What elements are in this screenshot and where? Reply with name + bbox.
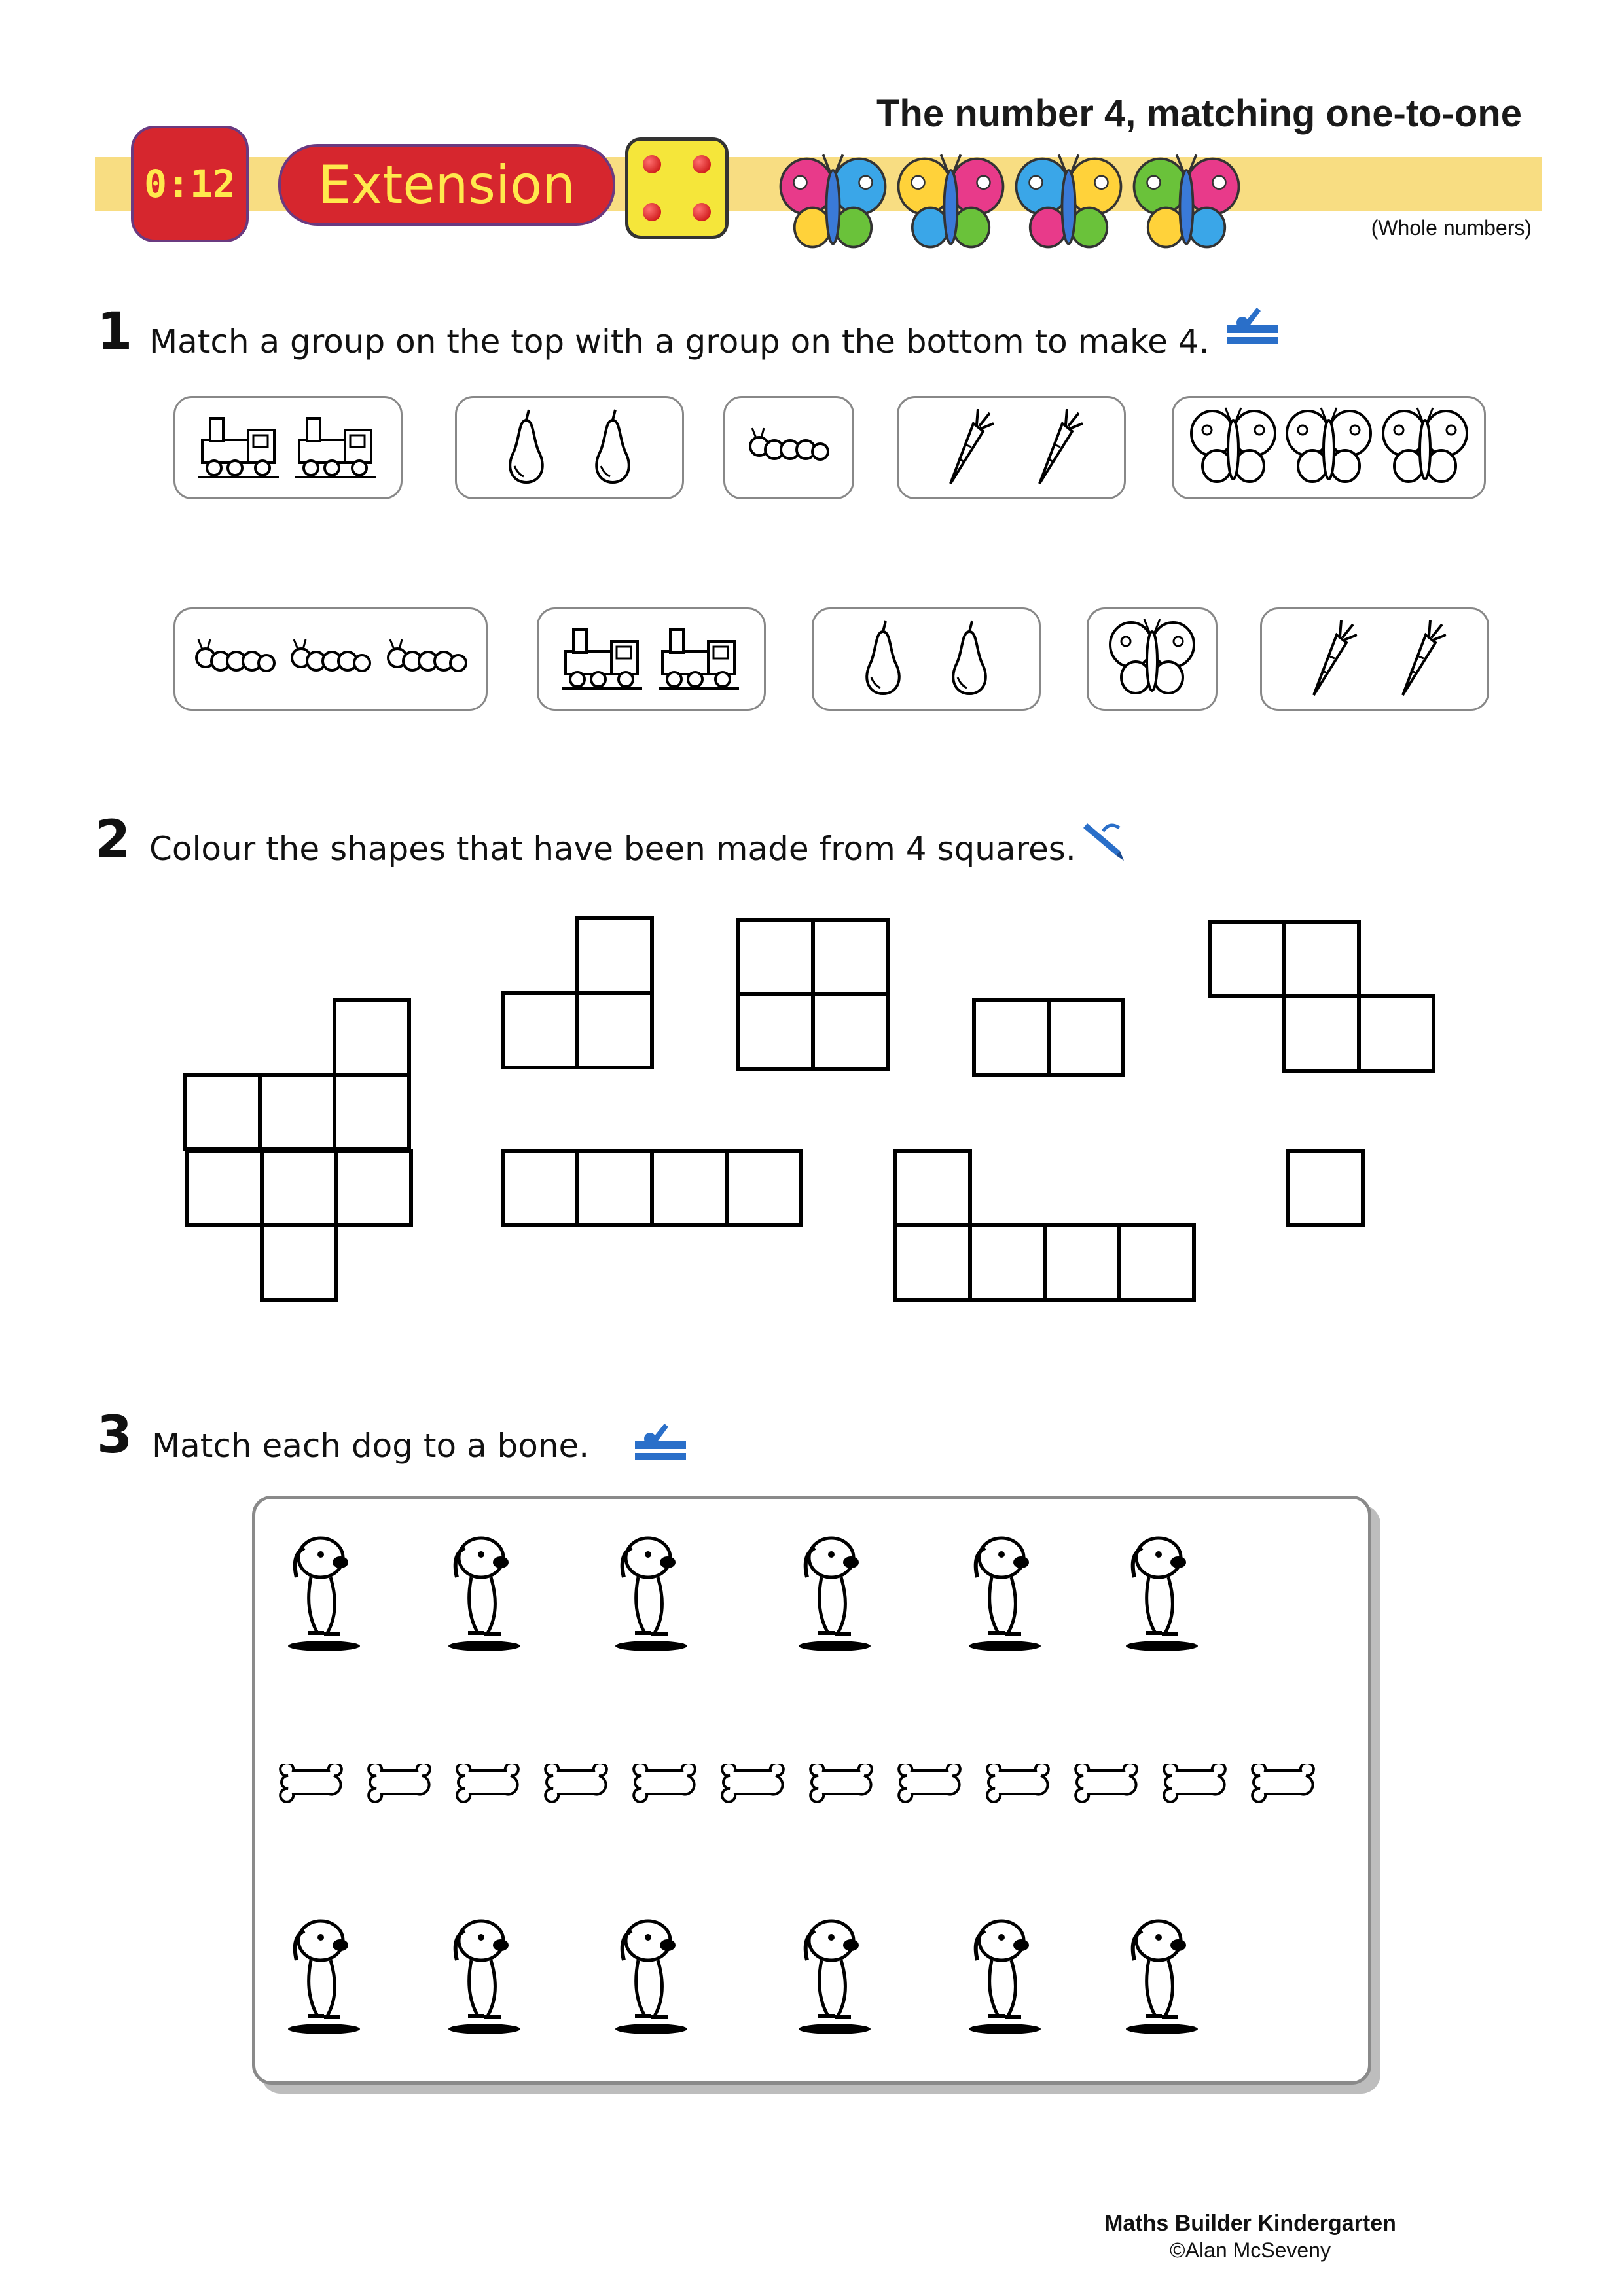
die-four-icon xyxy=(625,137,729,239)
page-title: The number 4, matching one-to-one xyxy=(876,92,1522,135)
bone-icon[interactable] xyxy=(982,1764,1054,1803)
code-badge: 0:12 xyxy=(131,126,249,242)
question-1-number: 1 xyxy=(97,302,133,361)
copyright: ©Alan McSeveny xyxy=(1170,2238,1331,2262)
shape-square xyxy=(736,992,815,1071)
shape-square xyxy=(972,998,1051,1077)
train-icon xyxy=(560,622,645,696)
shape-square xyxy=(333,998,411,1077)
question-2-number: 2 xyxy=(95,810,131,869)
dog-icon[interactable] xyxy=(785,1522,884,1653)
train-icon xyxy=(657,622,742,696)
shape-square xyxy=(1282,920,1361,998)
shape-square xyxy=(1117,1223,1196,1302)
caterpillar-icon xyxy=(381,632,473,687)
bone-icon[interactable] xyxy=(452,1764,524,1803)
caterpillar-icon xyxy=(743,420,835,475)
top-group-butterfly[interactable] xyxy=(1172,396,1486,499)
shape-square xyxy=(1043,1223,1121,1302)
crayon-icon xyxy=(1077,815,1129,870)
bone-icon[interactable] xyxy=(1070,1764,1142,1803)
train-icon xyxy=(197,410,282,485)
dog-icon[interactable] xyxy=(602,1522,700,1653)
question-3-number: 3 xyxy=(97,1406,133,1465)
butterfly-icon xyxy=(1379,404,1471,492)
shape-square xyxy=(258,1073,336,1151)
shape-square xyxy=(968,1223,1047,1302)
shape-square xyxy=(334,1149,413,1227)
question-1-text: Match a group on the top with a group on the bottom to make 4. xyxy=(149,323,1210,361)
bottom-group-caterpillar[interactable] xyxy=(173,607,488,711)
pear-icon xyxy=(857,619,909,700)
shape-square xyxy=(811,918,890,996)
pencil-ruler-icon xyxy=(1224,304,1283,353)
butterflies-icon xyxy=(776,147,1234,259)
shape-square xyxy=(183,1073,262,1151)
dog-icon[interactable] xyxy=(275,1522,373,1653)
carrot-icon xyxy=(937,404,996,492)
butterfly-icon xyxy=(1011,147,1126,261)
bone-icon[interactable] xyxy=(893,1764,965,1803)
shape-square xyxy=(185,1149,264,1227)
dog-icon[interactable] xyxy=(435,1522,533,1653)
shape-square xyxy=(333,1073,411,1151)
book-title: Maths Builder Kindergarten xyxy=(1104,2211,1396,2236)
dog-icon[interactable] xyxy=(435,1905,533,2036)
dog-icon[interactable] xyxy=(956,1522,1054,1653)
dog-icon[interactable] xyxy=(956,1905,1054,2036)
butterfly-icon xyxy=(1129,147,1244,261)
bottom-group-butterfly[interactable] xyxy=(1087,607,1218,711)
bone-icon[interactable] xyxy=(628,1764,700,1803)
top-group-pear[interactable] xyxy=(455,396,684,499)
shape-square xyxy=(736,918,815,996)
caterpillar-icon xyxy=(285,632,376,687)
pear-icon xyxy=(586,407,639,488)
caterpillar-icon xyxy=(189,632,281,687)
dog-bone-panel xyxy=(252,1496,1371,2085)
butterfly-icon xyxy=(893,147,1008,261)
pear-icon xyxy=(500,407,552,488)
dog-icon[interactable] xyxy=(602,1905,700,2036)
question-2-text: Colour the shapes that have been made from 4 squares. xyxy=(149,830,1076,868)
shape-square xyxy=(1357,994,1435,1073)
shape-square xyxy=(575,1149,654,1227)
shape-square xyxy=(725,1149,803,1227)
butterfly-icon xyxy=(776,147,890,261)
shape-square xyxy=(1208,920,1286,998)
carrot-icon xyxy=(1390,615,1449,703)
butterfly-icon xyxy=(1187,404,1279,492)
shape-square xyxy=(575,991,654,1069)
bottom-group-carrot[interactable] xyxy=(1260,607,1489,711)
shape-square xyxy=(501,991,579,1069)
shape-square xyxy=(893,1223,972,1302)
shape-square xyxy=(575,916,654,995)
bottom-group-train[interactable] xyxy=(537,607,766,711)
dog-icon[interactable] xyxy=(275,1905,373,2036)
top-group-caterpillar[interactable] xyxy=(723,396,854,499)
top-group-carrot[interactable] xyxy=(897,396,1126,499)
shape-square xyxy=(650,1149,729,1227)
bone-icon[interactable] xyxy=(717,1764,789,1803)
bone-icon[interactable] xyxy=(805,1764,877,1803)
train-icon xyxy=(294,410,379,485)
shape-square xyxy=(811,992,890,1071)
dog-icon[interactable] xyxy=(1113,1522,1211,1653)
question-3-text: Match each dog to a bone. xyxy=(152,1427,590,1465)
strand-label: (Whole numbers) xyxy=(1371,216,1532,240)
shape-square xyxy=(1047,998,1125,1077)
top-group-train[interactable] xyxy=(173,396,403,499)
shape-square xyxy=(1286,1149,1365,1227)
bone-icon[interactable] xyxy=(1247,1764,1319,1803)
pear-icon xyxy=(943,619,996,700)
shape-square xyxy=(260,1223,338,1302)
butterfly-icon xyxy=(1283,404,1375,492)
shape-square xyxy=(501,1149,579,1227)
shape-square xyxy=(893,1149,972,1227)
dog-icon[interactable] xyxy=(785,1905,884,2036)
level-badge: Extension xyxy=(278,144,615,226)
butterfly-icon xyxy=(1106,615,1198,703)
bottom-group-pear[interactable] xyxy=(812,607,1041,711)
bone-icon[interactable] xyxy=(363,1764,435,1803)
bone-icon[interactable] xyxy=(540,1764,612,1803)
carrot-icon xyxy=(1301,615,1360,703)
pencil-ruler-icon xyxy=(632,1420,691,1469)
bone-icon[interactable] xyxy=(275,1764,347,1803)
shape-square xyxy=(1282,994,1361,1073)
carrot-icon xyxy=(1026,404,1085,492)
shape-square xyxy=(260,1149,338,1227)
dog-icon[interactable] xyxy=(1113,1905,1211,2036)
bone-icon[interactable] xyxy=(1159,1764,1231,1803)
